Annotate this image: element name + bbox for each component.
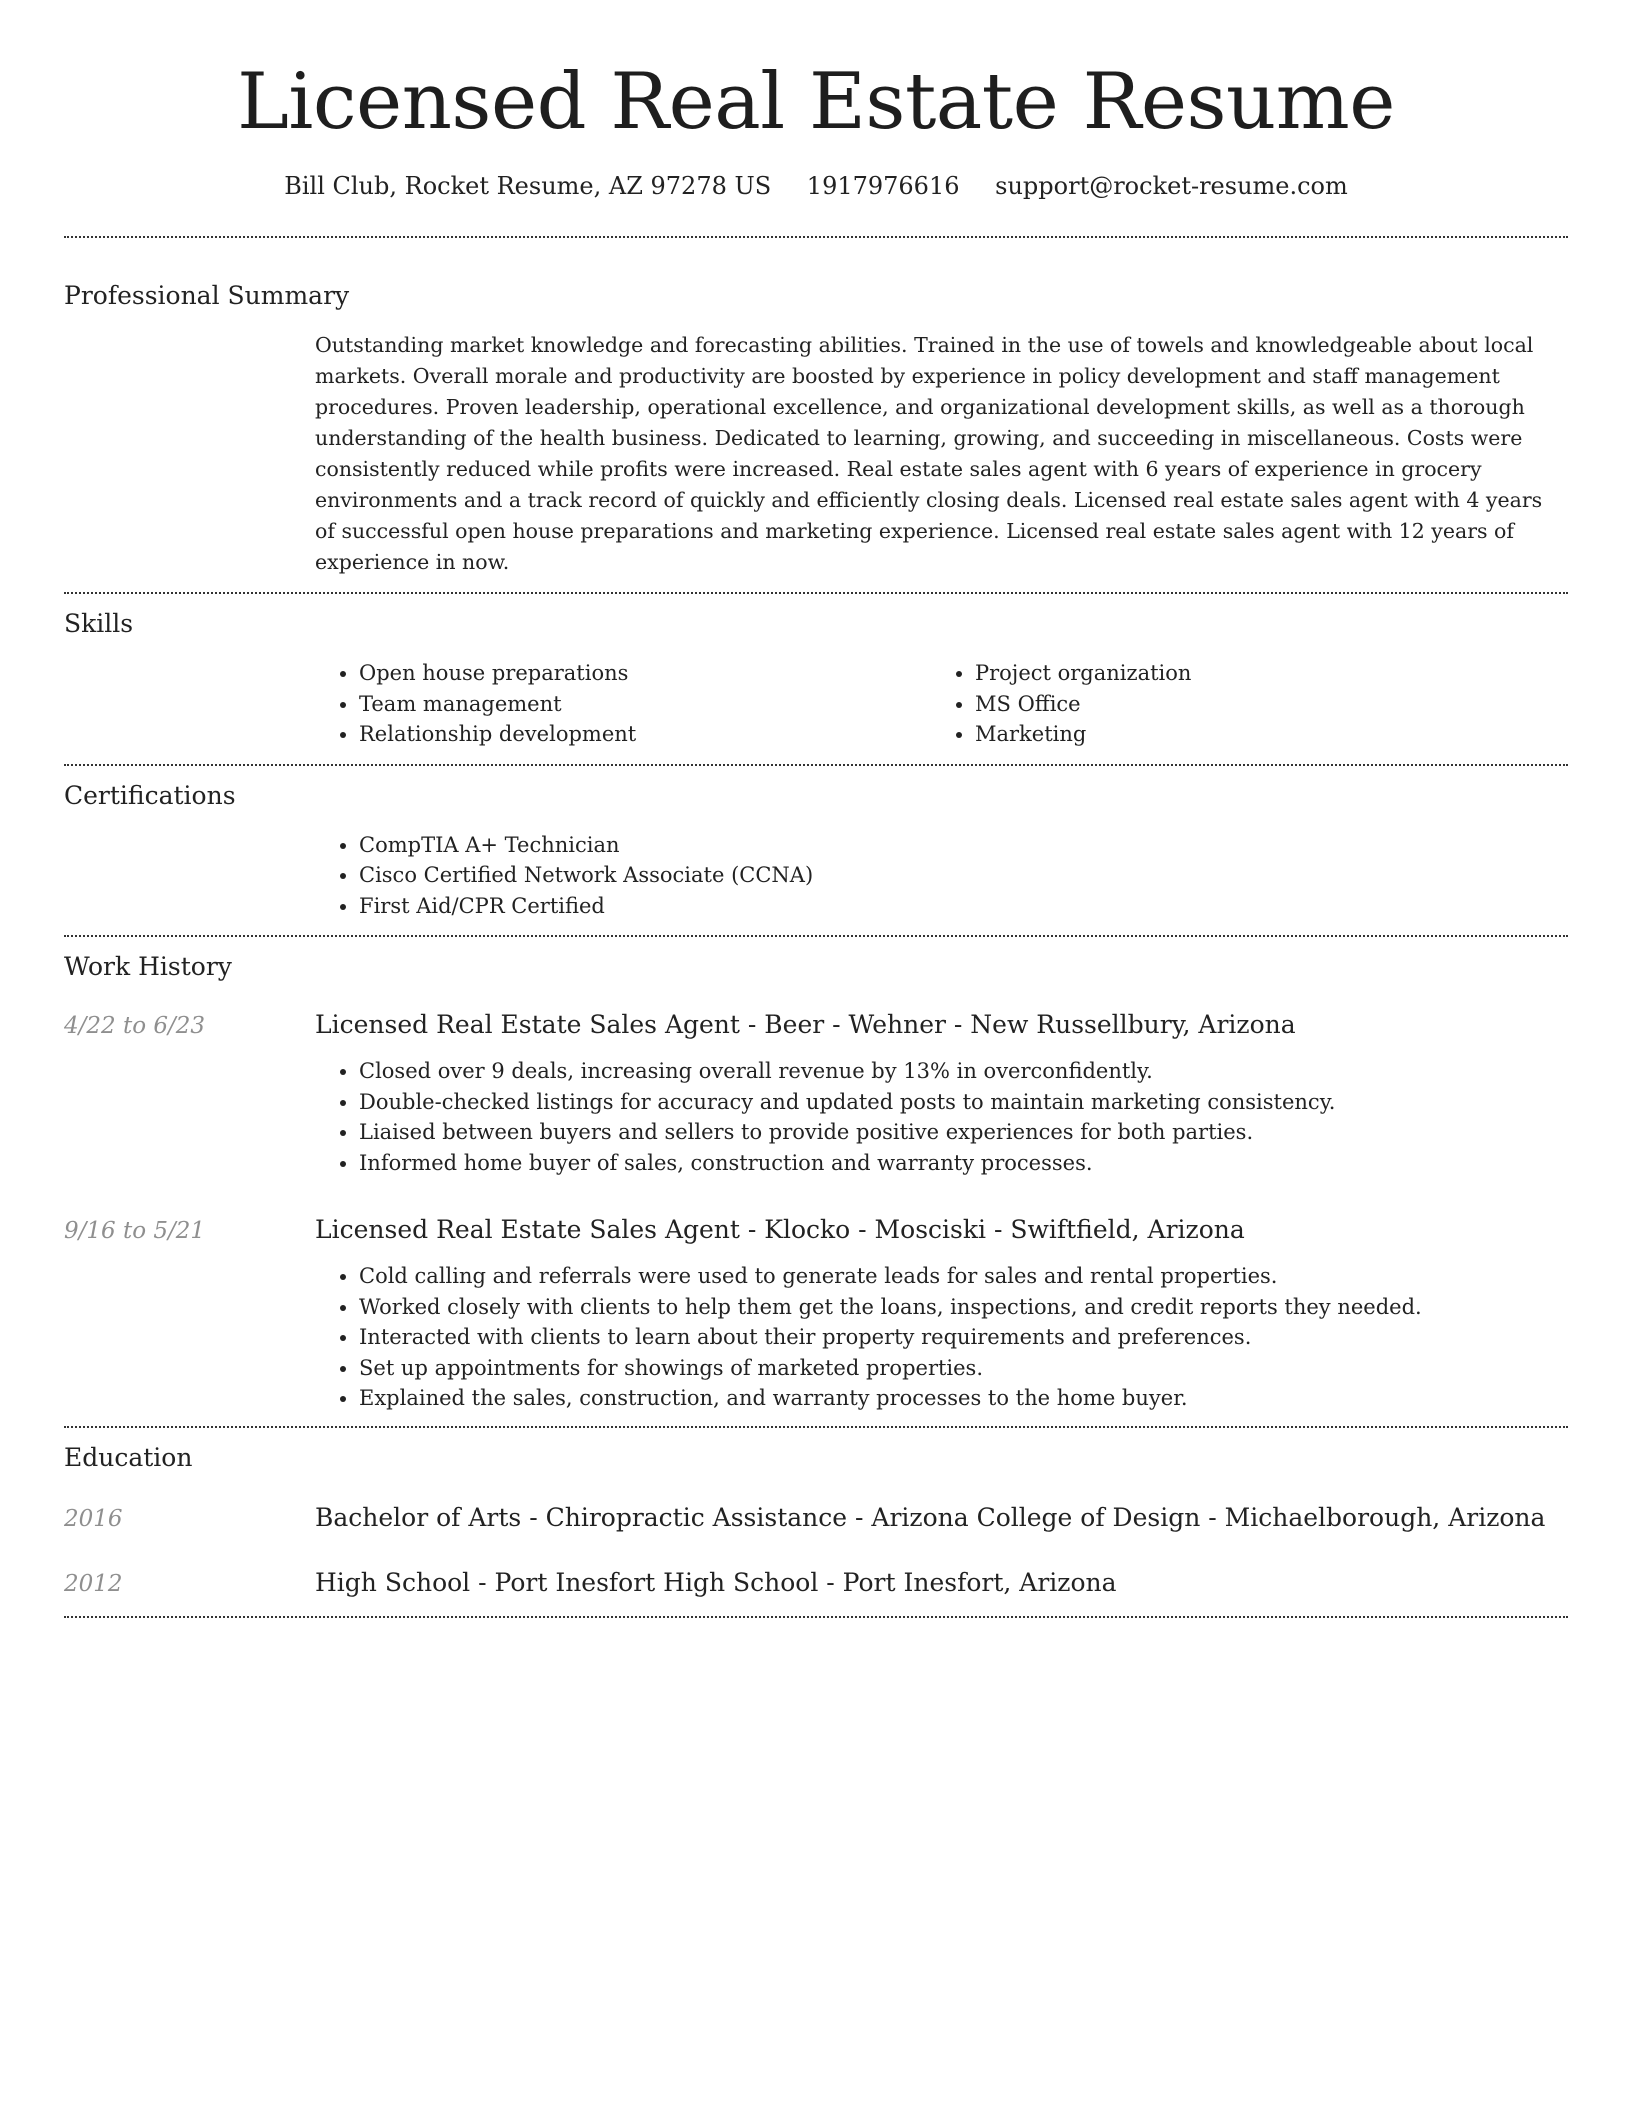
job-entry: [64, 1212, 1568, 1414]
job-bullets: [315, 1056, 1568, 1178]
summary-text: Outstanding market knowledge and forecasting abilities. Trained in the use of towels and knowledgeable about local markets. Overall morale and productivity are boosted by experience in policy development and staff management procedures. Proven leadership, operational excellence, and organizational development skills, as well as a thorough understanding of the health business. Dedicated to learning, growing, and succeeding in miscellaneous. Costs were consistently reduced while profits were increased. Real estate sales agent with 6 years of experience in grocery environments and a track record of quickly and efficiently closing deals. Licensed real estate sales agent with 4 years of successful open house preparations and marketing experience. Licensed real estate sales agent with 12 years of experience in now.: [315, 333, 1543, 574]
skills-columns: [315, 658, 1568, 750]
work-history-section: [64, 949, 1568, 1426]
divider: [64, 1426, 1568, 1428]
job-dates: 4/22 to 6/23: [64, 1013, 206, 1039]
skill-item: • Team management: [359, 689, 931, 720]
education-entry: [64, 1500, 1568, 1537]
education-title: Bachelor of Arts - Chiropractic Assistance - Arizona College of Design - Michaelborough, Arizona: [315, 1502, 1546, 1532]
certification-item: • CompTIA A+ Technician: [359, 830, 1568, 861]
skills-list-left: [315, 658, 931, 750]
summary-heading: Professional Summary: [64, 281, 350, 310]
job-bullet: • Informed home buyer of sales, construction and warranty processes.: [359, 1148, 1568, 1179]
divider: [64, 1616, 1568, 1618]
skill-item: • Relationship development: [359, 719, 931, 750]
education-heading: Education: [64, 1442, 193, 1472]
certifications-list: [315, 830, 1568, 922]
job-entry: [64, 1007, 1568, 1178]
skill-item: • Marketing: [975, 719, 1547, 750]
education-section: [64, 1440, 1568, 1616]
job-bullet: • Explained the sales, construction, and warranty processes to the home buyer.: [359, 1383, 1568, 1414]
certification-item: • Cisco Certified Network Associate (CCNA): [359, 860, 1568, 891]
education-year: 2012: [64, 1570, 123, 1597]
job-bullet: • Cold calling and referrals were used to generate leads for sales and rental properties.: [359, 1261, 1568, 1292]
skills-list-right: [931, 658, 1547, 750]
skills-column-left: [315, 658, 931, 750]
skills-section: [64, 606, 1568, 750]
contact-email: support@rocket-resume.com: [995, 172, 1348, 200]
job-bullet: • Liaised between buyers and sellers to provide positive experiences for both parties.: [359, 1117, 1568, 1148]
skill-item: • Project organization: [975, 658, 1547, 689]
job-bullet: • Closed over 9 deals, increasing overall revenue by 13% in overconfidently.: [359, 1056, 1568, 1087]
job-bullet: • Interacted with clients to learn about their property requirements and preferences.: [359, 1322, 1568, 1353]
education-entry: [64, 1565, 1568, 1602]
divider: [64, 592, 1568, 594]
job-bullet: • Worked closely with clients to help them get the loans, inspections, and credit reports they needed.: [359, 1292, 1568, 1323]
skill-item: • Open house preparations: [359, 658, 931, 689]
job-dates: 9/16 to 5/21: [64, 1218, 206, 1244]
skills-heading: Skills: [64, 609, 134, 638]
certification-item: • First Aid/CPR Certified: [359, 891, 1568, 922]
education-title: High School - Port Inesfort High School - Port Inesfort, Arizona: [315, 1567, 1117, 1597]
job-bullet: • Double-checked listings for accuracy and updated posts to maintain marketing consistency.: [359, 1087, 1568, 1118]
divider: [64, 764, 1568, 766]
contact-address: Bill Club, Rocket Resume, AZ 97278 US: [284, 172, 772, 200]
divider: [64, 236, 1568, 238]
education-year: 2016: [64, 1505, 123, 1532]
certifications-heading: Certifications: [64, 780, 236, 810]
summary-section: [64, 278, 1568, 578]
divider: [64, 935, 1568, 937]
skills-column-right: [931, 658, 1547, 750]
job-bullets: [315, 1261, 1568, 1414]
job-title: Licensed Real Estate Sales Agent - Klocko - Mosciski - Swiftfield, Arizona: [315, 1215, 1245, 1244]
resume-title: Licensed Real Estate Resume: [237, 57, 1395, 147]
contact-line: [64, 168, 1568, 204]
job-title: Licensed Real Estate Sales Agent - Beer - Wehner - New Russellbury, Arizona: [315, 1010, 1296, 1039]
work-history-heading: Work History: [64, 952, 232, 981]
certifications-section: [64, 778, 1568, 922]
job-bullet: • Set up appointments for showings of marketed properties.: [359, 1353, 1568, 1384]
skill-item: • MS Office: [975, 689, 1547, 720]
contact-phone: 1917976616: [806, 172, 960, 200]
